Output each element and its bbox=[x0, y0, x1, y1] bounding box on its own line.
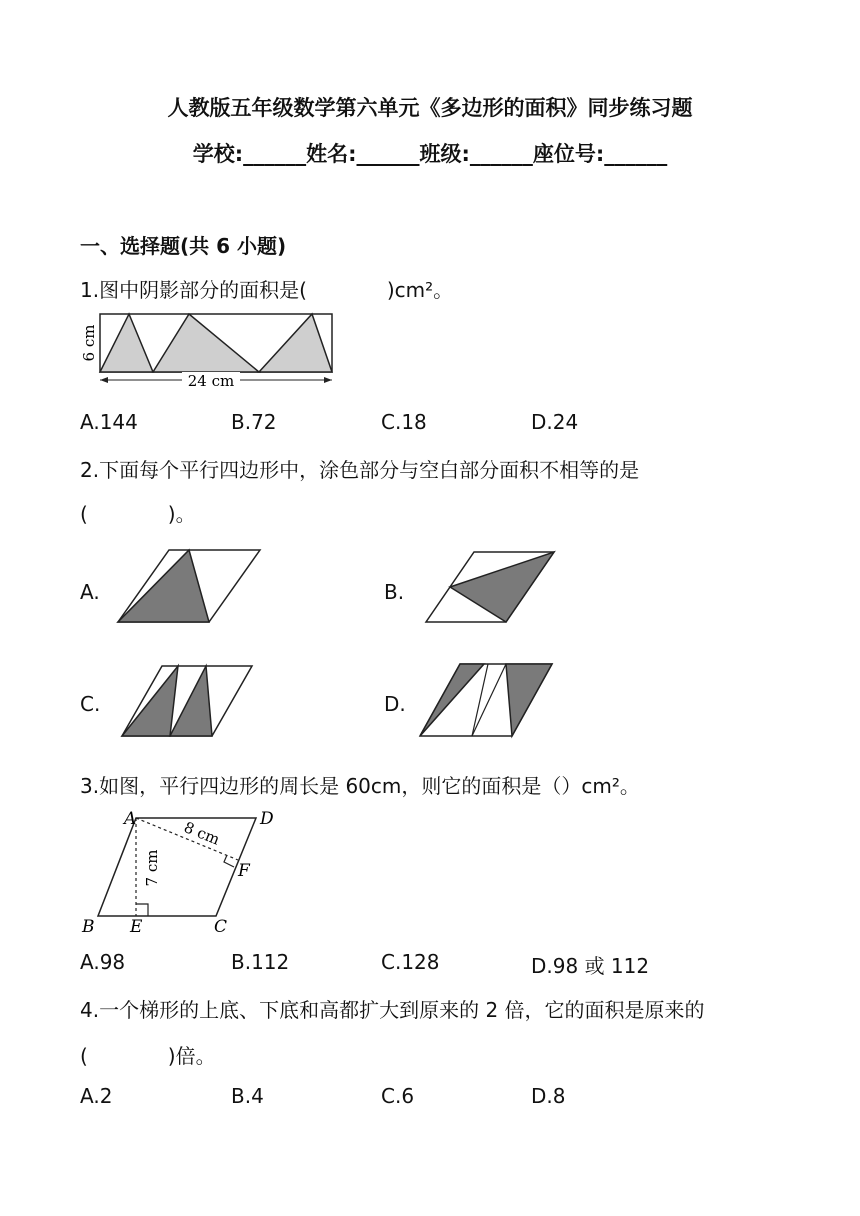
page-title: 人教版五年级数学第六单元《多边形的面积》同步练习题 bbox=[167, 96, 693, 120]
q2-label-c[interactable]: C. bbox=[80, 692, 101, 716]
q3-label-d: D bbox=[260, 809, 274, 829]
q2-stem-line-1: 2.下面每个平行四边形中，涂色部分与空白部分面积不相等的是 bbox=[80, 458, 640, 482]
q3-label-af: 8 cm bbox=[181, 818, 223, 849]
q4-stem-line-1: 4.一个梯形的上底、下底和高都扩大到原来的 2 倍，它的面积是原来的 bbox=[80, 998, 705, 1022]
student-info-line: 学校:______姓名:______班级:______座位号:______ bbox=[192, 142, 668, 166]
q2-figure-c bbox=[118, 660, 258, 742]
q4-option-d[interactable]: D.8 bbox=[531, 1084, 566, 1108]
q1-option-a[interactable]: A.144 bbox=[80, 410, 138, 434]
section-heading: 一、选择题(共 6 小题) bbox=[80, 234, 287, 258]
q2-stem-line-2: ( )。 bbox=[80, 502, 196, 526]
q1-figure bbox=[78, 306, 340, 396]
q1-width-label: 24 cm bbox=[187, 372, 235, 390]
q4-stem-line-2: ( )倍。 bbox=[80, 1044, 216, 1068]
q2-label-a[interactable]: A. bbox=[80, 580, 100, 604]
q2-d-shaded-triangle-2 bbox=[506, 664, 552, 736]
q3-label-f: F bbox=[238, 861, 250, 881]
q3-figure bbox=[78, 806, 278, 936]
q2-c-shaded-triangle-1 bbox=[122, 666, 178, 736]
q3-label-b: B bbox=[82, 917, 95, 936]
q3-option-a[interactable]: A.98 bbox=[80, 950, 126, 974]
q3-option-c[interactable]: C.128 bbox=[381, 950, 440, 974]
q2-figure-d bbox=[416, 660, 558, 742]
q1-option-c[interactable]: C.18 bbox=[381, 410, 427, 434]
q4-option-c[interactable]: C.6 bbox=[381, 1084, 415, 1108]
q2-figure-b bbox=[420, 546, 570, 628]
q2-figure-a bbox=[112, 546, 272, 628]
q3-label-c: C bbox=[214, 917, 228, 936]
q3-label-a: A bbox=[124, 809, 137, 829]
q1-option-d[interactable]: D.24 bbox=[531, 410, 579, 434]
q4-option-a[interactable]: A.2 bbox=[80, 1084, 113, 1108]
q2-label-d[interactable]: D. bbox=[384, 692, 406, 716]
q1-option-b[interactable]: B.72 bbox=[231, 410, 277, 434]
q4-option-b[interactable]: B.4 bbox=[231, 1084, 264, 1108]
q3-label-e: E bbox=[130, 917, 143, 936]
q3-stem: 3.如图，平行四边形的周长是 60cm，则它的面积是（）cm²。 bbox=[80, 774, 640, 798]
q3-option-b[interactable]: B.112 bbox=[231, 950, 290, 974]
q1-stem: 1.图中阴影部分的面积是( )cm²。 bbox=[80, 278, 454, 302]
q3-label-ae: 7 cm bbox=[143, 849, 161, 887]
q2-label-b[interactable]: B. bbox=[384, 580, 405, 604]
q1-height-label: 6 cm bbox=[80, 324, 98, 362]
q3-option-d[interactable]: D.98 或 112 bbox=[531, 954, 650, 978]
q3-parallelogram bbox=[98, 818, 256, 916]
